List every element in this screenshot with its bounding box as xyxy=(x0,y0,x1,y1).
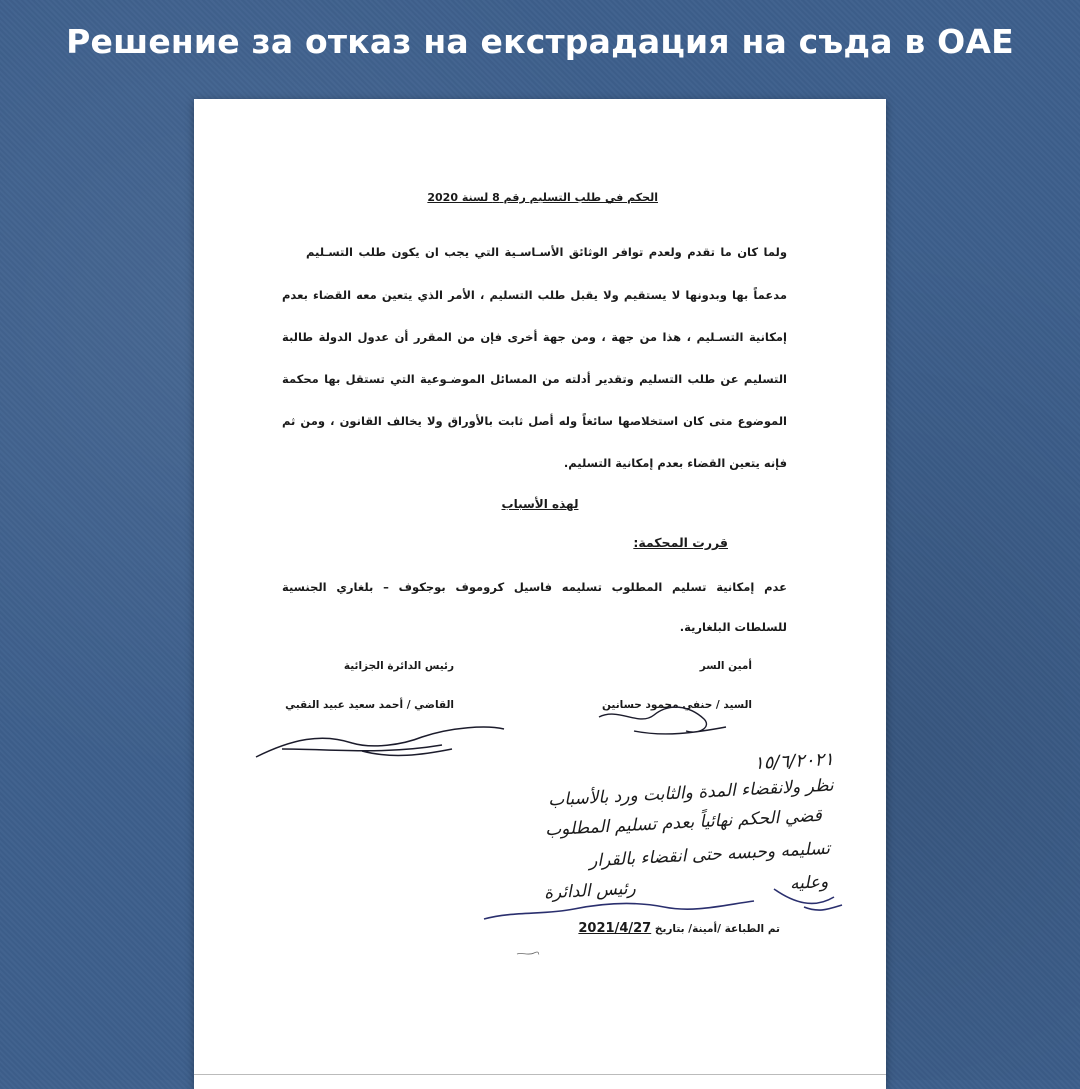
judgment-header: الحكم في طلب التسليم رقم 8 لسنة 2020 xyxy=(427,191,658,204)
court-document xyxy=(194,99,886,1089)
chief-judge-signature xyxy=(252,719,512,769)
chief-judge-title: رئيس الدائرة الجزائية xyxy=(343,660,454,672)
body-line: التسليم عن طلب التسليم وتقدير أدلته من المسائل الموضـوعية التي تستقل بها محكمة xyxy=(282,372,787,386)
body-line: فإنه يتعين القضاء بعدم إمكانية التسليم. xyxy=(563,456,787,470)
handwritten-line: قضي الحكم نهائياً بعدم تسليم المطلوب xyxy=(544,805,823,841)
page-bottom-rule xyxy=(194,1074,886,1075)
ruling-line: للسلطات البلغارية. xyxy=(679,620,787,634)
ruling-line: عدم إمكانية تسليم المطلوب تسليمه فاسيل كروموف بوجكوف – بلغاري الجنسية xyxy=(282,580,787,594)
body-line: مدعماً بها وبدونها لا يستقيم ولا يقبل طلب التسليم ، الأمر الذي يتعين معه القضاء بعدم xyxy=(282,288,787,302)
body-line: الموضوع متى كان استخلاصها سائغاً وله أصل ثابت بالأوراق ولا يخالف القانون ، ومن ثم xyxy=(282,414,787,428)
handwritten-line: رئيس الدائرة xyxy=(543,878,637,904)
handwritten-line: وعليه xyxy=(789,872,829,894)
handwritten-date: ١٥/٦/٢٠٢١ xyxy=(753,748,835,775)
print-footer xyxy=(578,921,780,936)
handwritten-line: تسليمه وحبسه حتى انقضاء بالقرار xyxy=(588,838,831,872)
page-headline: Решение за отказ на екстрадация на съда в ОАЕ xyxy=(66,22,1014,61)
secretary-title: أمين السر xyxy=(699,660,752,672)
secretary-name: السيد / حنفي محمود حسانين xyxy=(601,699,752,711)
ruling-heading: قررت المحكمة: xyxy=(633,535,728,550)
footer-prefix: تم الطباعة /أمينة/ بتاريخ xyxy=(654,923,780,935)
stamp-mark xyxy=(516,951,540,959)
body-line: ولما كان ما تقدم ولعدم توافر الوثائق الأسـاسـية التي يجب ان يكون طلب التسـليم xyxy=(306,245,787,259)
body-line: إمكانية التسـليم ، هذا من جهة ، ومن جهة أخرى فإن من المقرر أن عدول الدولة طالبة xyxy=(282,330,787,344)
chief-judge-name: القاضي / أحمد سعيد عبيد النقبي xyxy=(285,699,454,711)
print-date: 2021/4/27 xyxy=(578,921,652,936)
secretary-signature xyxy=(594,697,734,747)
handwritten-line: نظر ولانقضاء المدة والثابت ورد بالأسباب xyxy=(547,775,835,811)
reasons-heading: لهذه الأسباب xyxy=(501,497,579,511)
